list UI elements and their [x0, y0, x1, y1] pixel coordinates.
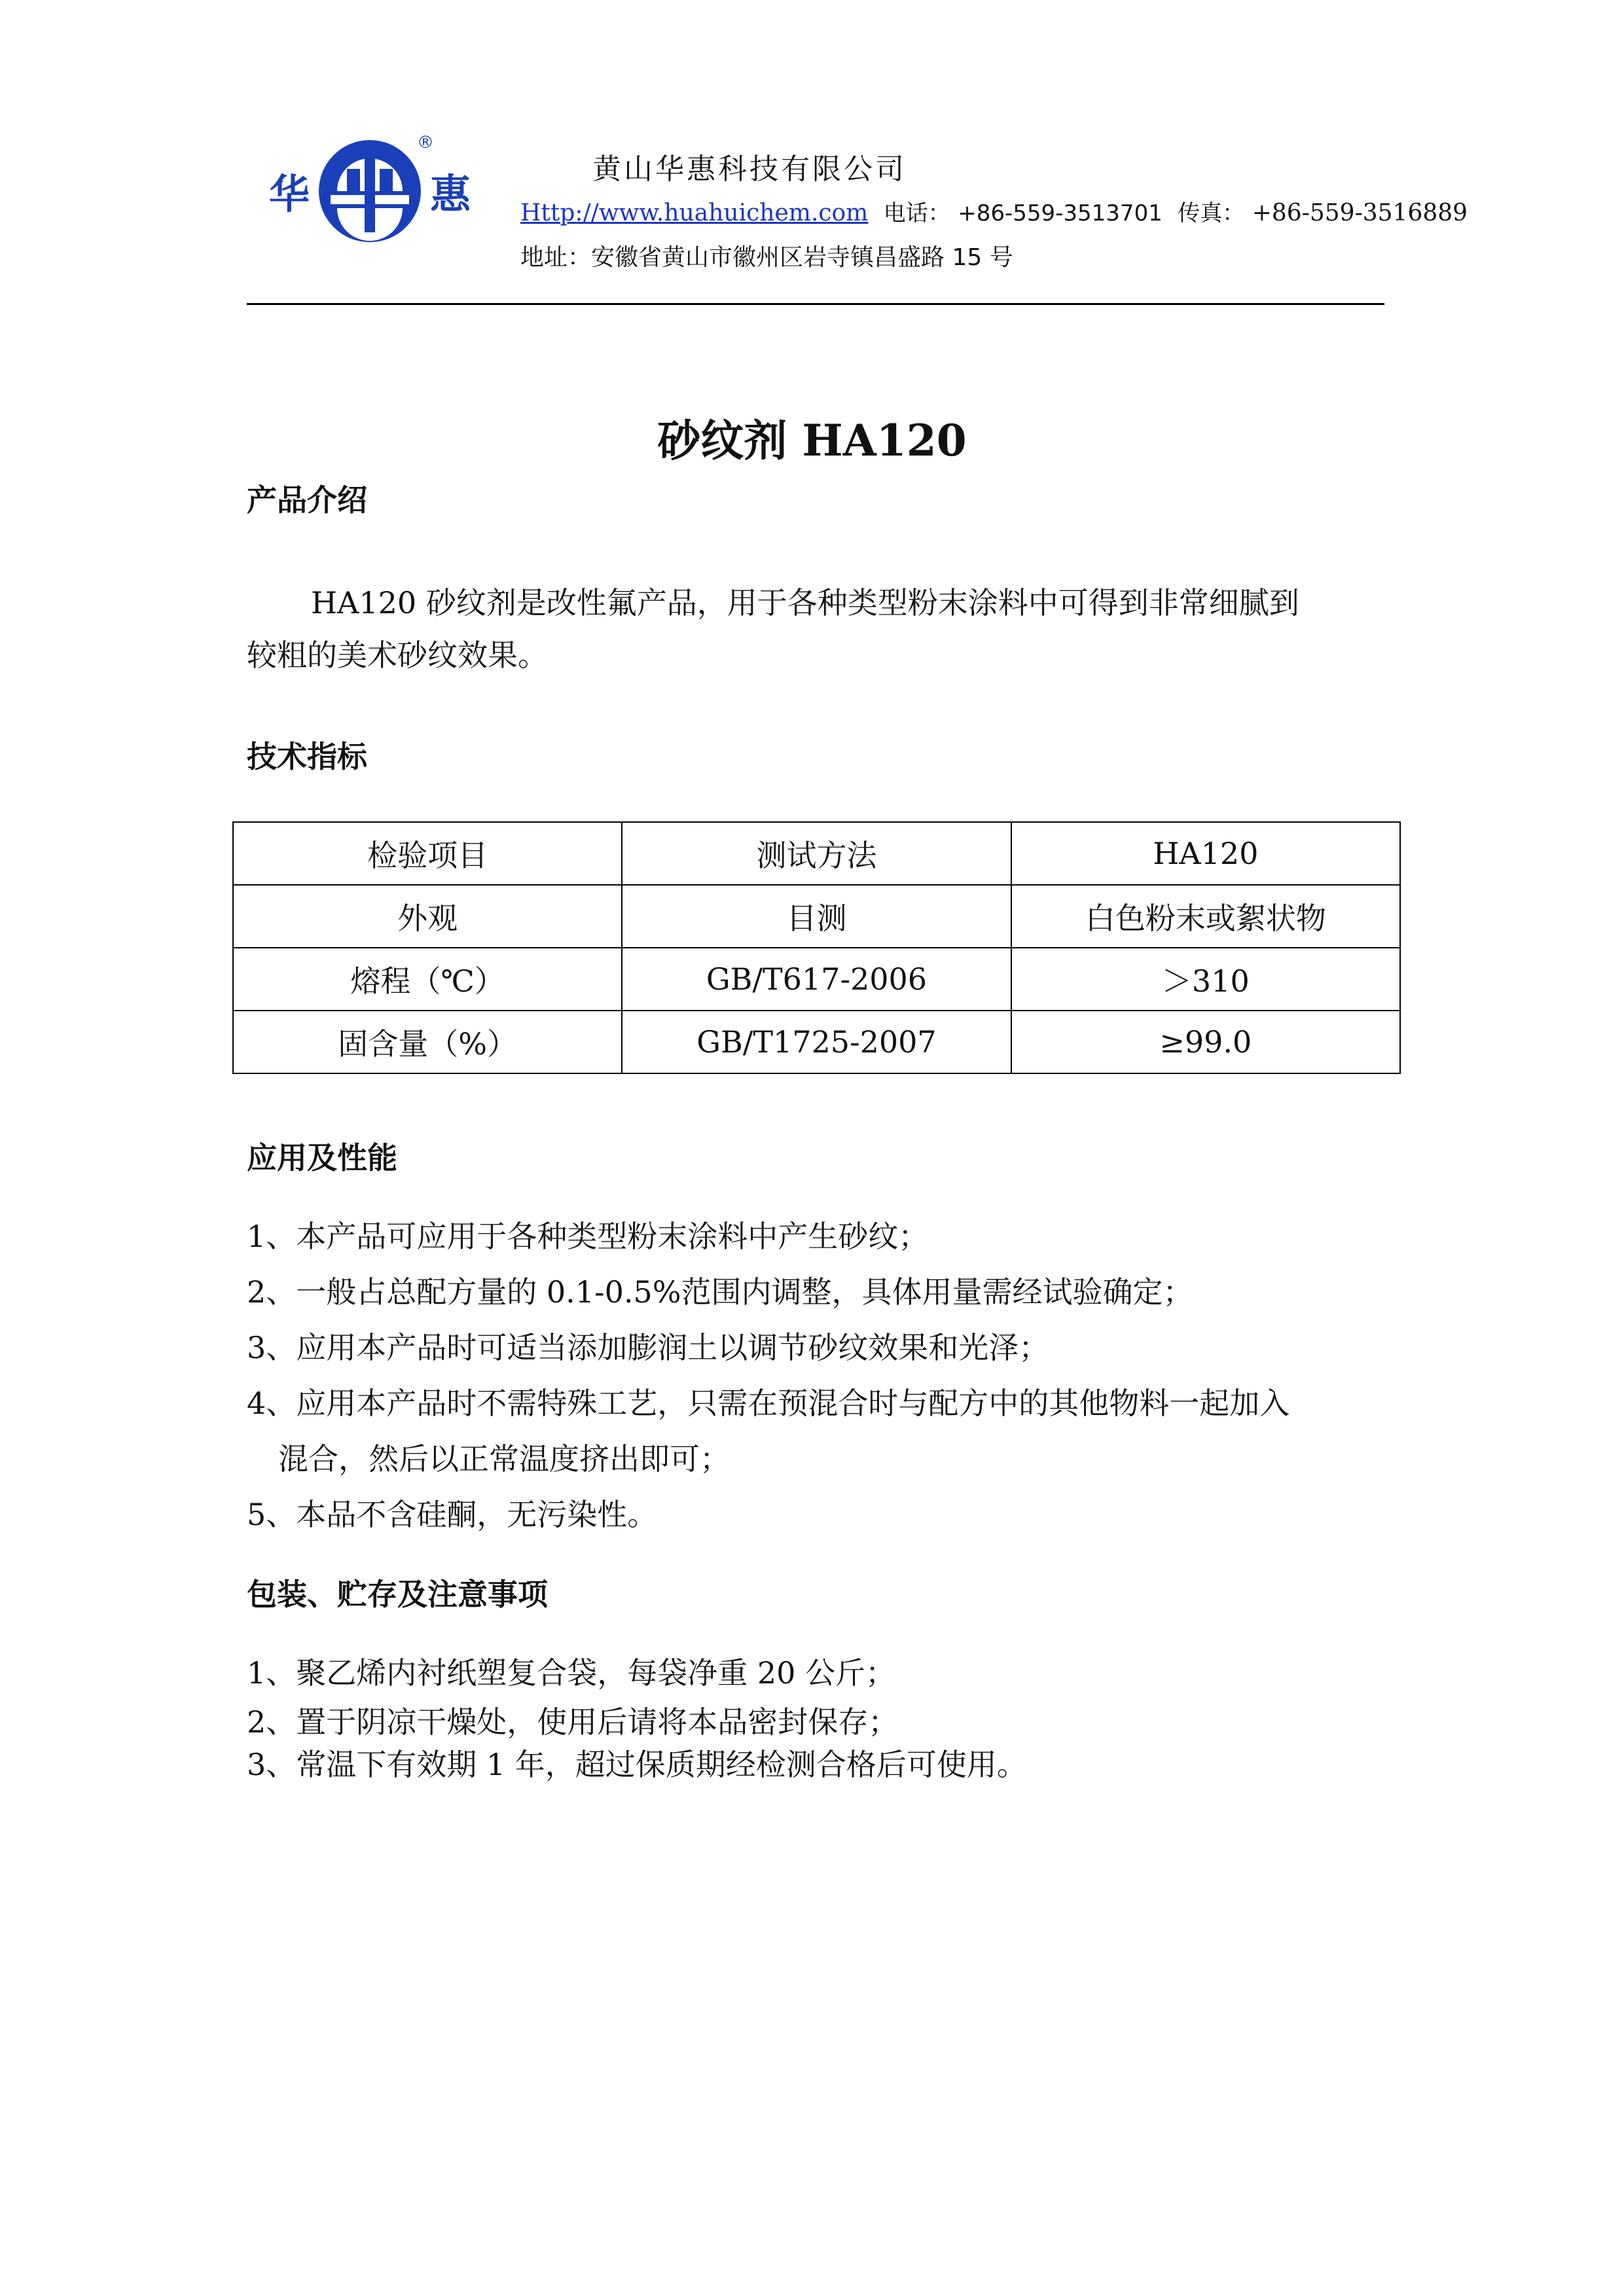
specs-heading: 技术指标	[247, 739, 367, 774]
spec-table	[232, 821, 1401, 1074]
list-item: 5、本品不含硅酮，无污染性。	[247, 1497, 658, 1532]
table-cell: GB/T617-2006	[622, 948, 1011, 1011]
table-cell: 目测	[622, 885, 1011, 948]
address-line	[520, 239, 1013, 272]
table-header-cell: HA120	[1011, 822, 1400, 885]
list-item: 2、一般占总配方量的 0.1-0.5%范围内调整，具体用量需经试验确定；	[247, 1274, 1193, 1310]
website-link[interactable]: Http://www.huahuichem.com	[520, 200, 869, 226]
list-item: 1、本产品可应用于各种类型粉末涂料中产生砂纹；	[247, 1219, 929, 1254]
table-cell: 外观	[233, 885, 622, 948]
contact-line	[520, 195, 1468, 227]
list-item: 3、常温下有效期 1 年，超过保质期经检测合格后可使用。	[247, 1747, 1027, 1782]
table-cell: ≥99.0	[1011, 1011, 1400, 1073]
intro-line-2: 较粗的美术砂纹效果。	[247, 637, 548, 673]
company-name: 黄山华惠科技有限公司	[592, 152, 907, 186]
logo-left-char: 华	[269, 170, 310, 218]
table-cell: ＞310	[1011, 948, 1400, 1011]
phone-label: 电话：	[883, 200, 950, 226]
address-text: 安徽省黄山市徽州区岩寺镇昌盛路 15 号	[591, 244, 1013, 271]
fax-label: 传真：	[1178, 200, 1245, 226]
phone-number: +86-559-3513701	[958, 200, 1163, 226]
header-divider	[247, 303, 1384, 305]
logo-right-char: 惠	[430, 170, 471, 218]
company-logo	[265, 131, 475, 252]
table-header-cell: 检验项目	[233, 822, 622, 885]
list-item-continuation: 混合，然后以正常温度挤出即可；	[278, 1441, 730, 1477]
list-item: 4、应用本产品时不需特殊工艺，只需在预混合时与配方中的其他物料一起加入	[247, 1386, 1290, 1421]
table-header-row	[233, 822, 1400, 885]
list-item: 3、应用本产品时可适当添加膨润土以调节砂纹效果和光泽；	[247, 1330, 1049, 1365]
application-heading: 应用及性能	[247, 1140, 397, 1175]
list-item: 1、聚乙烯内衬纸塑复合袋，每袋净重 20 公斤；	[247, 1655, 896, 1691]
list-item: 2、置于阴凉干燥处，使用后请将本品密封保存；	[247, 1704, 899, 1740]
table-row	[233, 885, 1400, 948]
registered-mark: ®	[417, 133, 434, 152]
packaging-heading: 包装、贮存及注意事项	[247, 1577, 548, 1612]
intro-line-1: HA120 砂纹剂是改性氟产品，用于各种类型粉末涂料中可得到非常细腻到	[311, 585, 1299, 620]
table-cell: 熔程（℃）	[233, 948, 622, 1011]
intro-heading: 产品介绍	[247, 482, 367, 518]
table-cell: GB/T1725-2007	[622, 1011, 1011, 1073]
table-cell: 白色粉末或絮状物	[1011, 885, 1400, 948]
address-label: 地址：	[520, 244, 592, 271]
fax-number: +86-559-3516889	[1252, 200, 1468, 226]
table-header-cell: 测试方法	[622, 822, 1011, 885]
table-row	[233, 1011, 1400, 1073]
document-title: 砂纹剂 HA120	[657, 415, 967, 466]
table-row	[233, 948, 1400, 1011]
table-cell: 固含量（%）	[233, 1011, 622, 1073]
